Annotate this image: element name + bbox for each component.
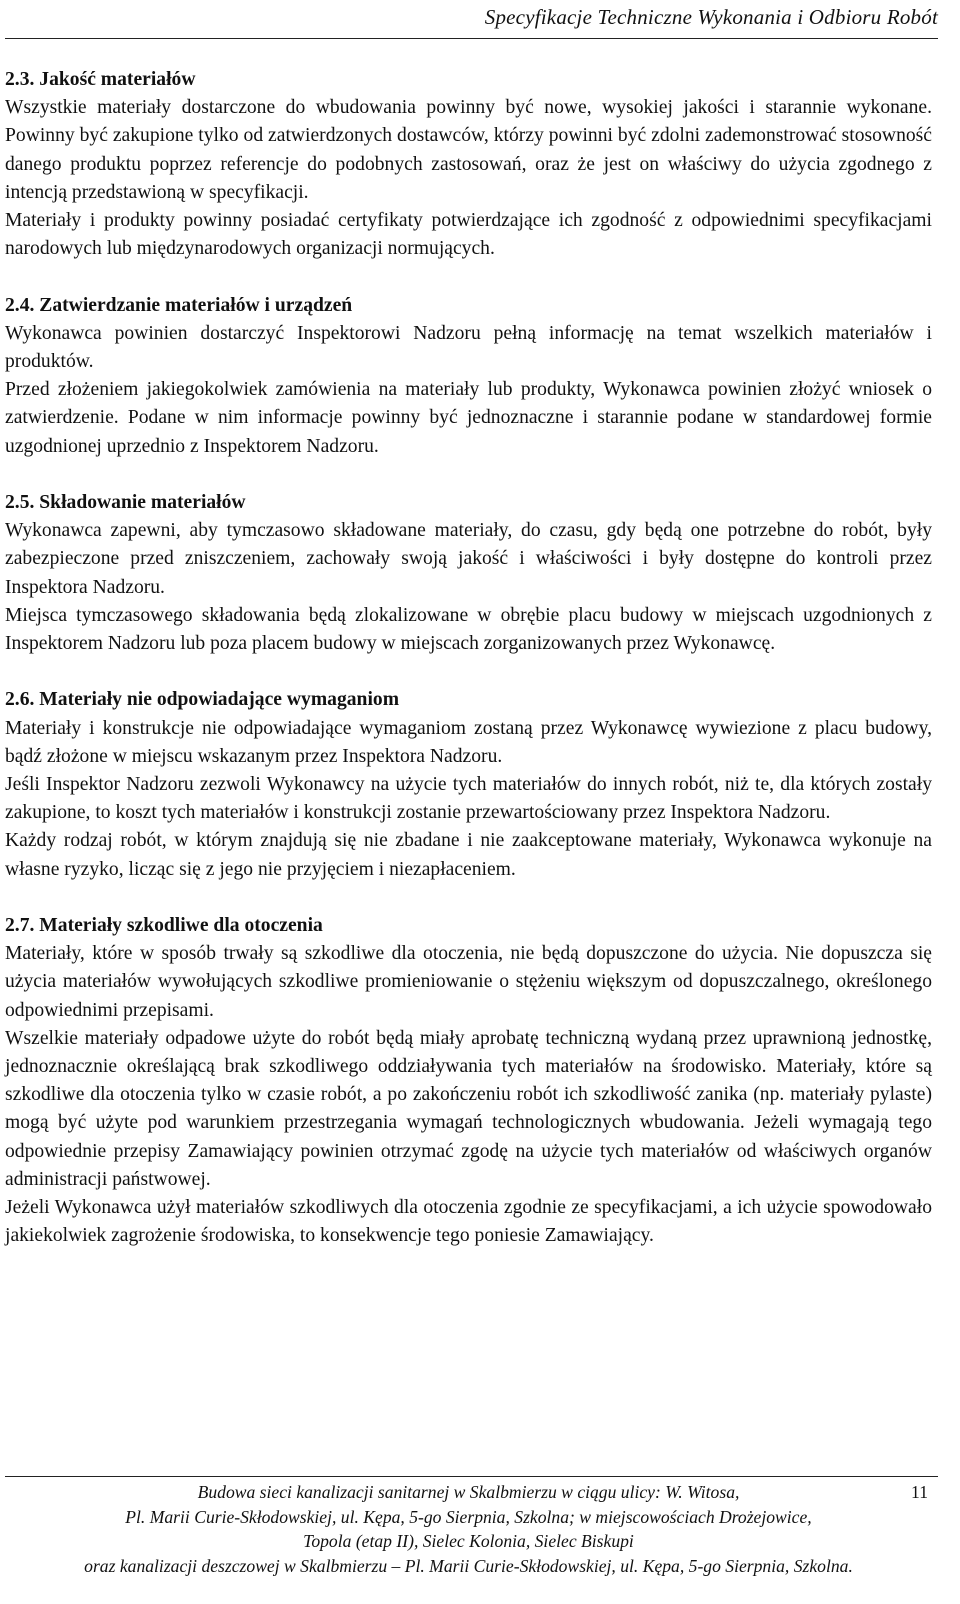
paragraph: Materiały i produkty powinny posiadać certyfikaty potwierdzające ich zgodność z odpowiednimi specyfikacjami narodowych lub międzynarodowych organizacji normujących.: [5, 210, 932, 260]
section-2-7: [5, 912, 932, 1250]
paragraph: Materiały i konstrukcje nie odpowiadające wymaganiom zostaną przez Wykonawcę wywiezione z placu budowy, bądź złożone w miejscu wskazanym przez Inspektora Nadzoru.: [5, 717, 932, 767]
running-header: Specyfikacje Techniczne Wykonania i Odbioru Robót: [484, 5, 938, 29]
paragraph: Przed złożeniem jakiegokolwiek zamówienia na materiały lub produkty, Wykonawca powinien złożyć wniosek o zatwierdzenie. Podane w nim informacje powinny być jednoznaczne i starannie podane w standardowej formie uzgodnionej uprzednio z Inspektorem Nadzoru.: [5, 379, 932, 457]
footer-line: oraz kanalizacji deszczowej w Skalbmierzu – Pl. Marii Curie-Skłodowskiej, ul. Kępa, 5-go Sierpnia, Szkolna.: [84, 1555, 853, 1576]
section-heading: 2.4. Zatwierdzanie materiałów i urządzeń: [5, 294, 353, 316]
footer-line: Pl. Marii Curie-Skłodowskiej, ul. Kępa, 5-go Sierpnia, Szkolna; w miejscowościach Drożejowice,: [125, 1506, 812, 1527]
footer-line: Topola (etap II), Sielec Kolonia, Sielec Biskupi: [303, 1531, 634, 1551]
paragraph: Wszelkie materiały odpadowe użyte do robót będą miały aprobatę techniczną wydaną przez uprawnioną jednostkę, jednoznacznie określającą brak szkodliwego oddziaływania tych materiałów na środowisko. Materiały, które są szkodliwe dla otoczenia tylko w czasie robót, a po zakończeniu robót ich szkodliwość zanika (np. materiały pylaste) mogą być użyte pod warunkiem przestrzegania wymagań technologicznych wbudowania. Jeżeli wymagają tego odpowiednie przepisy Zamawiający powinien otrzymać zgodę na użycie tych materiałów od właściwych organów administracji państwowej.: [5, 1027, 932, 1190]
paragraph: Wszystkie materiały dostarczone do wbudowania powinny być nowe, wysokiej jakości i starannie wykonane. Powinny być zakupione tylko od zatwierdzonych dostawców, którzy powinni być zdolni zademonstrować stosowność danego produktu poprzez referencje do podobnych zastosowań, oraz że jest on właściwy do użycia zgodnego z intencją przedstawioną w specyfikacji.: [5, 97, 932, 203]
paragraph: Wykonawca powinien dostarczyć Inspektorowi Nadzoru pełną informację na temat wszelkich materiałów i produktów.: [5, 322, 932, 373]
paragraph: Materiały, które w sposób trwały są szkodliwe dla otoczenia, nie będą dopuszczone do użycia. Nie dopuszcza się użycia materiałów wywołujących szkodliwe promieniowanie o stężeniu większym od dopuszczalnego, określonego odpowiednimi przepisami.: [5, 943, 932, 1021]
section-heading: 2.5. Składowanie materiałów: [5, 492, 246, 514]
paragraph: Każdy rodzaj robót, w którym znajdują się nie zbadane i nie zaakceptowane materiały, Wykonawca wykonuje na własne ryzyko, licząc się z jego nie przyjęciem i niezapłaceniem.: [5, 830, 932, 880]
paragraph: Miejsca tymczasowego składowania będą zlokalizowane w obrębie placu budowy w miejscach uzgodnionych z Inspektorem Nadzoru lub poza placem budowy w miejscach zorganizowanych przez Wykonawcę.: [5, 604, 932, 655]
section-heading: 2.6. Materiały nie odpowiadające wymaganiom: [5, 689, 400, 711]
page-number: 11: [911, 1482, 928, 1502]
paragraph: Jeżeli Wykonawca użył materiałów szkodliwych dla otoczenia zgodnie ze specyfikacjami, a ich użycie spowodowało jakiekolwiek zagrożenie środowiska, to konsekwencje tego poniesie Zamawiający.: [5, 1197, 932, 1247]
section-2-6: [5, 686, 932, 883]
section-heading: 2.3. Jakość materiałów: [5, 69, 196, 90]
section-2-4: [5, 292, 932, 461]
section-heading: 2.7. Materiały szkodliwe dla otoczenia: [5, 915, 323, 937]
document-body: [5, 66, 932, 1279]
paragraph: Jeśli Inspektor Nadzoru zezwoli Wykonawcy na użycie tych materiałów do innych robót, niż te, dla których zostały zakupione, to koszt tych materiałów i konstrukcji zostanie przewartościowany przez Inspektora Nadzoru.: [5, 774, 932, 824]
header-rule: [5, 38, 938, 39]
footer-rule: [5, 1476, 938, 1477]
page-footer: [5, 1480, 932, 1578]
section-2-5: [5, 489, 932, 658]
paragraph: Wykonawca zapewni, aby tymczasowo składowane materiały, do czasu, gdy będą one potrzebne do robót, były zabezpieczone przed zniszczeniem, zachowały swoją jakość i właściwości i były dostępne do kontroli przez Inspektora Nadzoru.: [5, 520, 932, 598]
section-2-3: [5, 66, 932, 263]
footer-line: Budowa sieci kanalizacji sanitarnej w Skalbmierzu w ciągu ulicy: W. Witosa,: [197, 1482, 740, 1502]
